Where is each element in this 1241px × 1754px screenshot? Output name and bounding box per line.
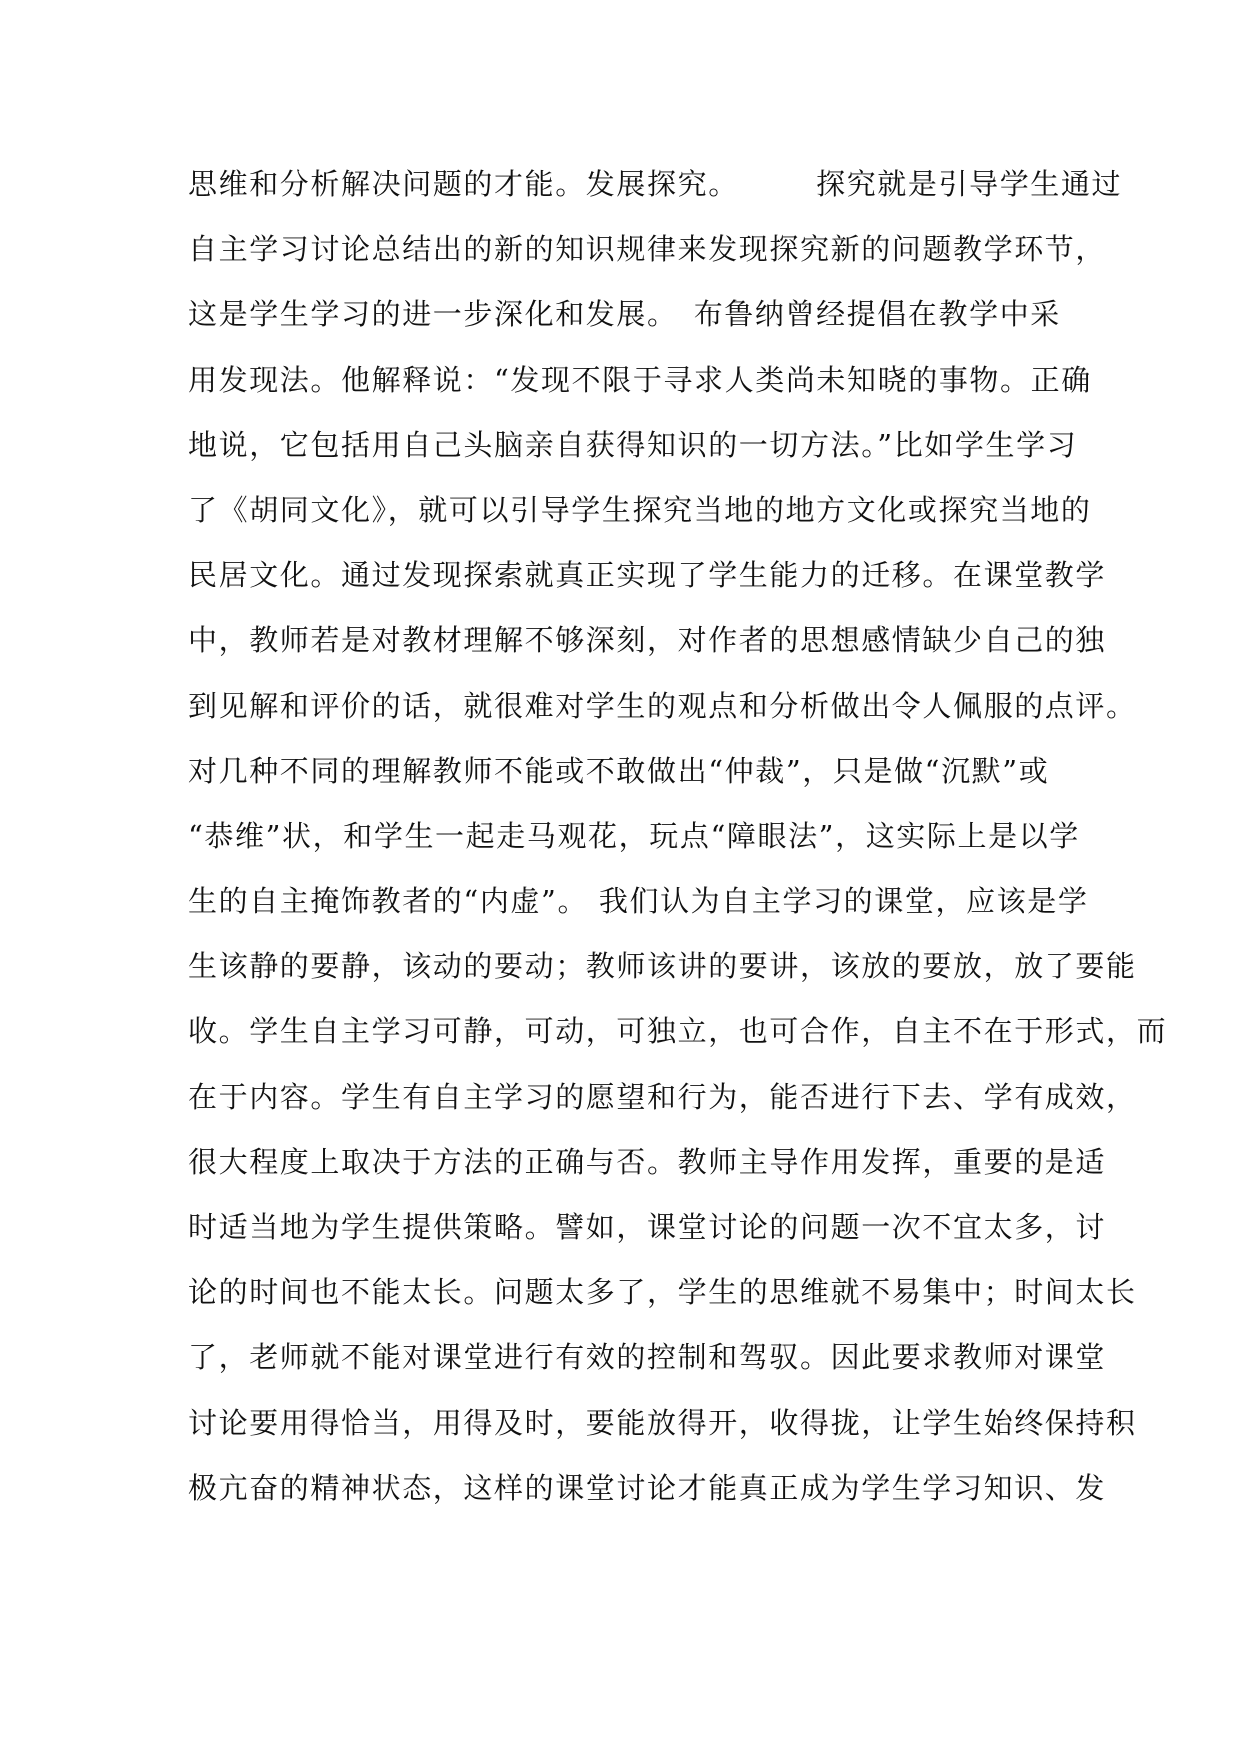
text-line-11: “恭维”状，和学生一起走马观花，玩点“障眼法”，这实际上是以学 (188, 818, 1080, 853)
text-line-15: 在于内容。学生有自主学习的愿望和行为，能否进行下去、学有成效， (188, 1079, 1137, 1114)
text-line-14: 收。学生自主学习可静，可动，可独立，也可合作，自主不在于形式，而 (188, 1014, 1168, 1049)
text-line-18: 论的时间也不能太长。问题太多了，学生的思维就不易集中；时间太长 (188, 1275, 1137, 1310)
body-text (188, 158, 1168, 1527)
text-line-3: 这是学生学习的进一步深化和发展。 布鲁纳曾经提倡在教学中采 (188, 297, 1061, 332)
text-line-19: 了，老师就不能对课堂进行有效的控制和驾驭。因此要求教师对课堂 (188, 1340, 1107, 1375)
text-line-16: 很大程度上取决于方法的正确与否。教师主导作用发挥，重要的是适 (188, 1144, 1107, 1179)
text-line-2: 自主学习讨论总结出的新的知识规律来发现探究新的问题教学环节， (188, 232, 1107, 267)
text-line-8: 中，教师若是对教材理解不够深刻，对作者的思想感情缺少自己的独 (188, 623, 1107, 658)
text-line-1: 思维和分析解决问题的才能。发展探究。 探究就是引导学生通过 (188, 167, 1123, 201)
text-line-6: 了《胡同文化》，就可以引导学生探究当地的地方文化或探究当地的 (188, 492, 1092, 527)
text-line-10: 对几种不同的理解教师不能或不敢做出“仲裁”，只是做“沉默”或 (188, 753, 1050, 788)
text-line-21: 极亢奋的精神状态，这样的课堂讨论才能真正成为学生学习知识、发 (188, 1470, 1107, 1505)
text-line-9: 到见解和评价的话，就很难对学生的观点和分析做出令人佩服的点评。 (188, 688, 1137, 723)
text-line-20: 讨论要用得恰当，用得及时，要能放得开，收得拢，让学生始终保持积 (188, 1405, 1137, 1440)
text-line-12: 生的自主掩饰教者的“内虚”。 我们认为自主学习的课堂，应该是学 (188, 884, 1089, 919)
text-line-5: 地说，它包括用自己头脑亲自获得知识的一切方法。”比如学生学习 (188, 427, 1078, 462)
text-line-17: 时适当地为学生提供策略。譬如，课堂讨论的问题一次不宜太多，讨 (188, 1210, 1107, 1244)
text-line-13: 生该静的要静，该动的要动；教师该讲的要讲，该放的要放，放了要能 (188, 949, 1137, 984)
text-line-4: 用发现法。他解释说：“发现不限于寻求人类尚未知晓的事物。正确 (188, 362, 1092, 397)
text-line-7: 民居文化。通过发现探索就真正实现了学生能力的迁移。在课堂教学 (188, 558, 1107, 593)
